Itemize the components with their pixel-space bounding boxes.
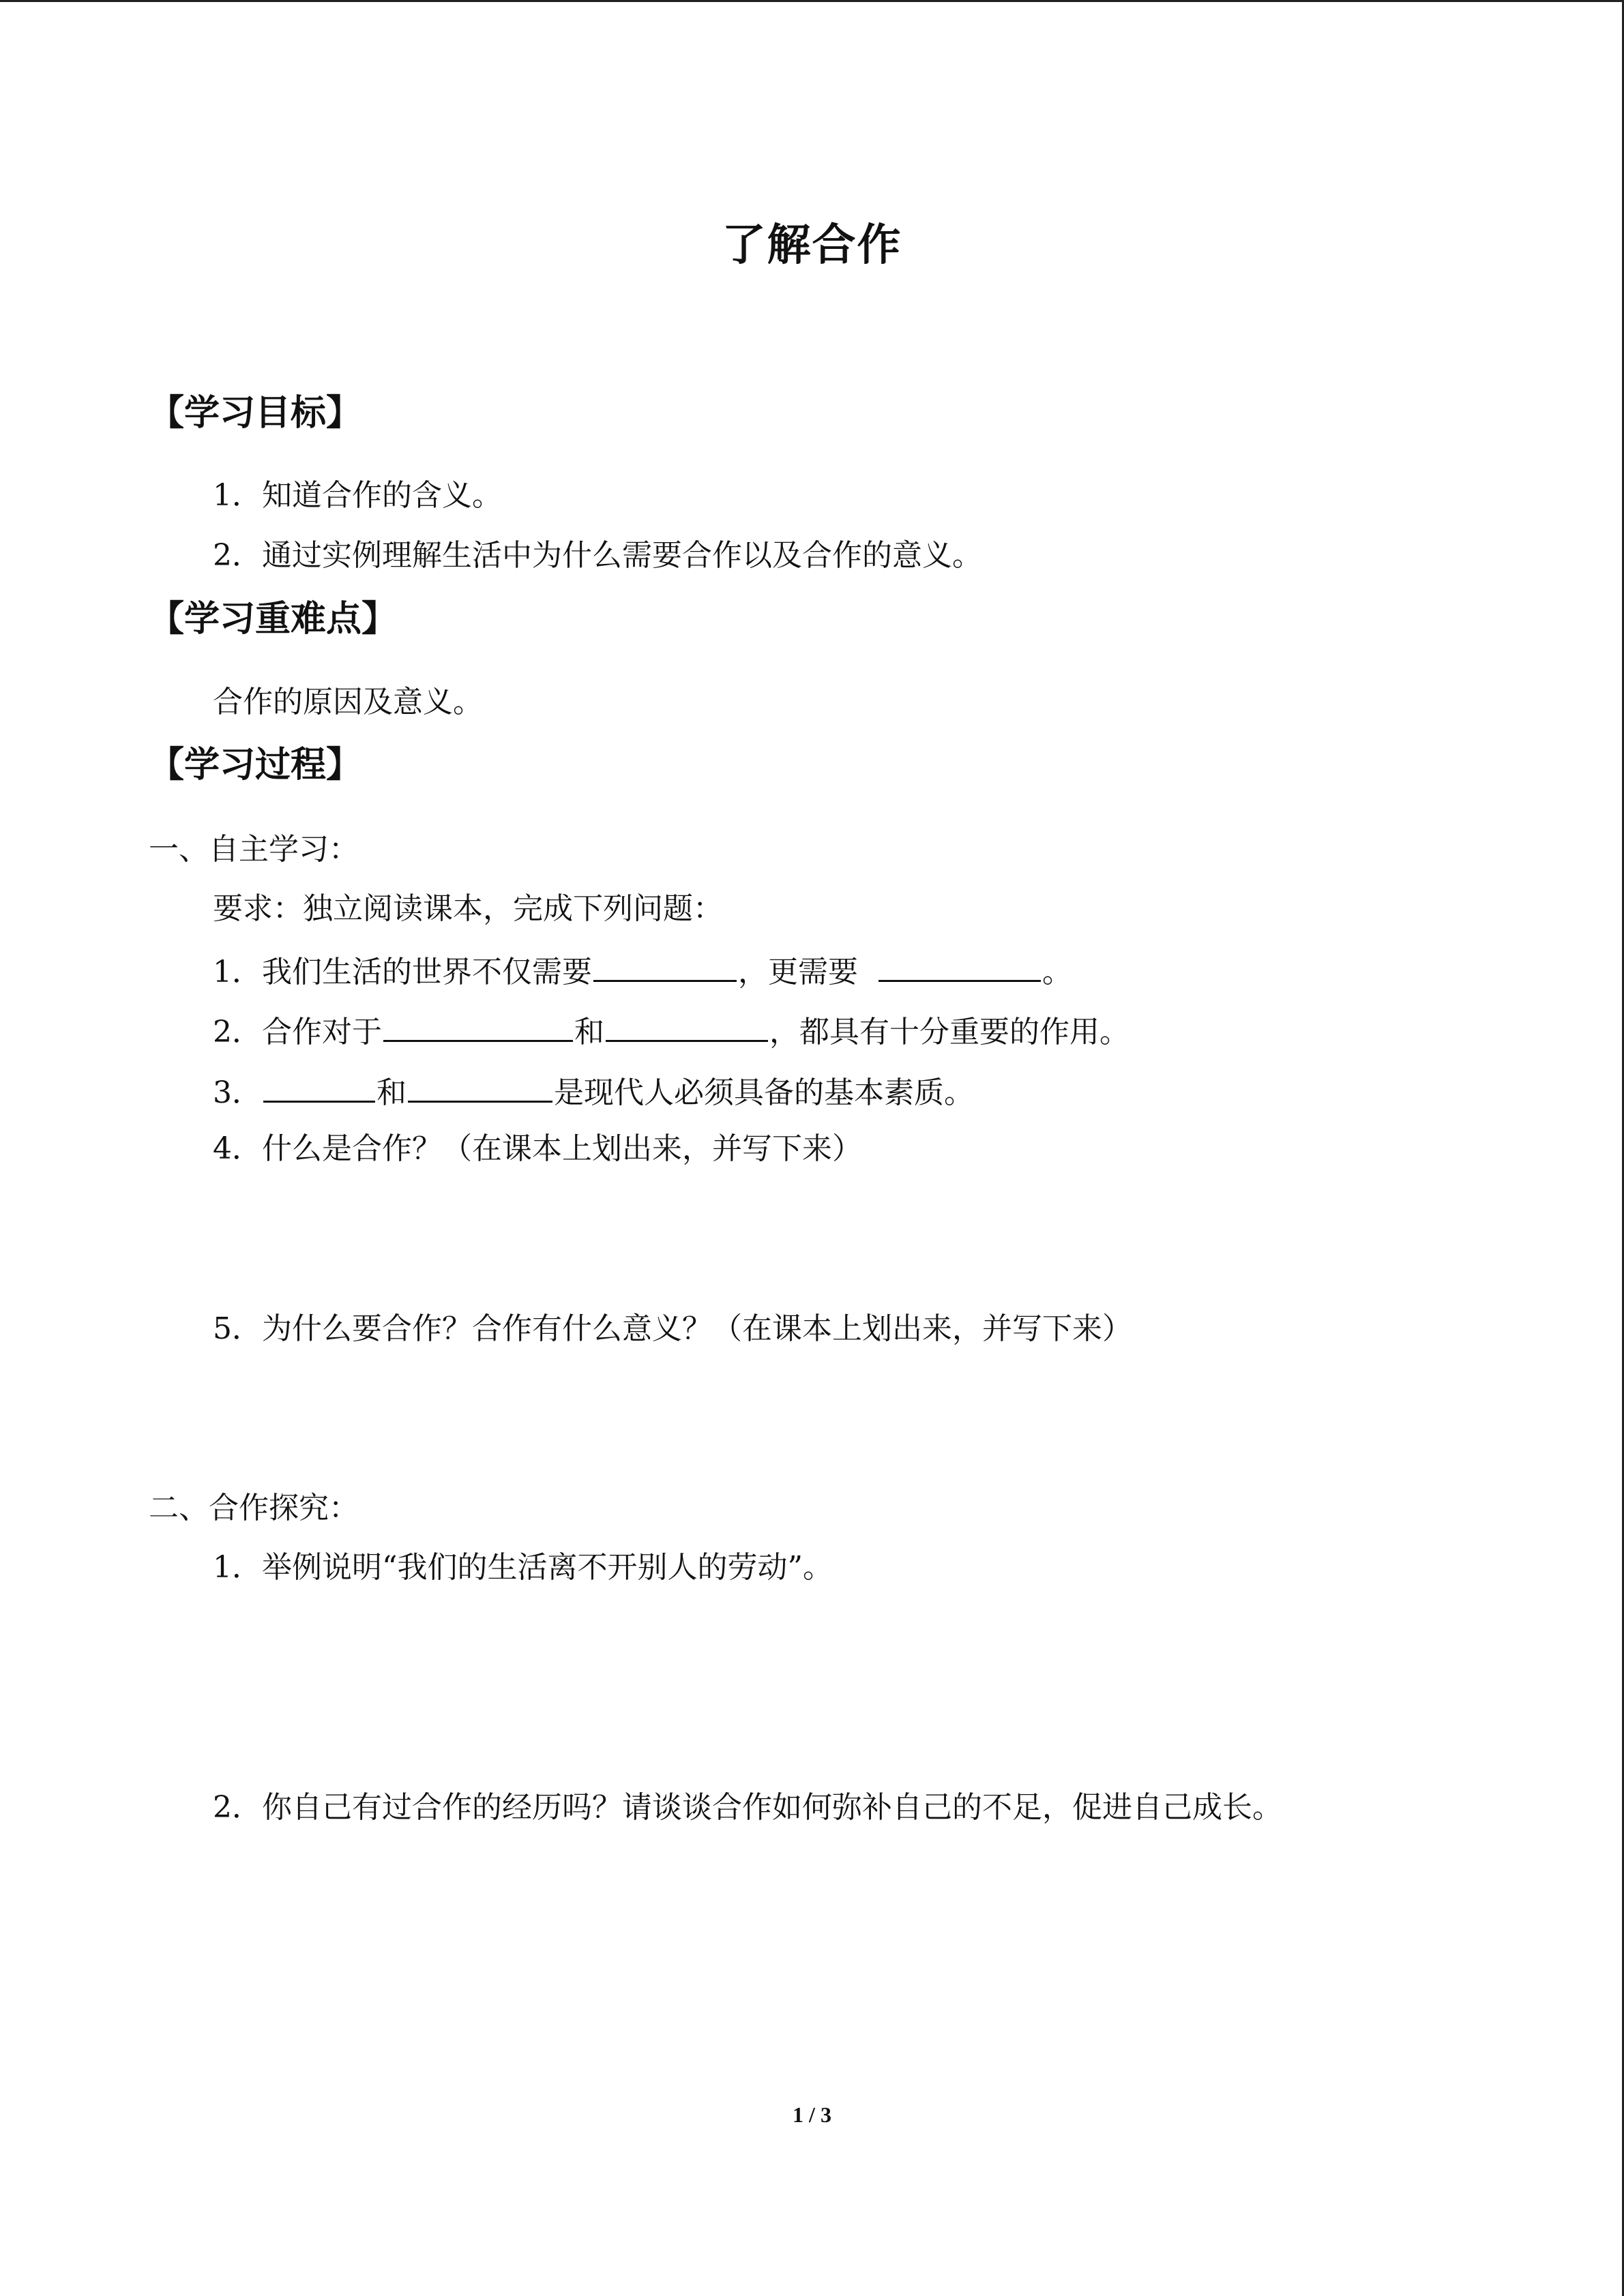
answer-blank-2b[interactable] [606, 1010, 768, 1042]
question-1-text-b: ，更需要 [738, 955, 858, 989]
answer-blank-3b[interactable] [408, 1071, 552, 1103]
question-4: 4．什么是合作？（在课本上划出来，并写下来） [213, 1131, 862, 1166]
part2-label: 二、合作探究： [149, 1491, 359, 1525]
process-heading: 【学习过程】 [149, 745, 362, 786]
key-points-heading: 【学习重难点】 [149, 599, 398, 640]
question-1-text-c: 。 [1042, 955, 1072, 989]
answer-blank-1b[interactable] [879, 950, 1041, 982]
question-1 [213, 950, 1072, 992]
question-1-text-a: 1．我们生活的世界不仅需要 [213, 955, 592, 989]
answer-blank-2a[interactable] [383, 1010, 573, 1042]
key-points-text: 合作的原因及意义。 [213, 685, 483, 719]
objective-item-1: 1．知道合作的含义。 [213, 478, 502, 513]
page-number: 1 / 3 [793, 2102, 831, 2127]
question-2-text-a: 2．合作对于 [213, 1015, 382, 1049]
top-border [0, 0, 1624, 2]
part2-question-1: 1．举例说明“我们的生活离不开别人的劳动”。 [213, 1550, 833, 1585]
question-3-text-c: 是现代人必须具备的基本素质。 [554, 1075, 974, 1110]
question-3 [213, 1071, 974, 1112]
objective-item-2: 2．通过实例理解生活中为什么需要合作以及合作的意义。 [213, 538, 982, 573]
part2-question-2: 2．你自己有过合作的经历吗？请谈谈合作如何弥补自己的不足，促进自己成长。 [213, 1790, 1282, 1825]
document-title: 了解合作 [722, 220, 902, 271]
question-3-text-b: 和 [377, 1075, 407, 1110]
question-2 [213, 1010, 1130, 1052]
part1-label: 一、自主学习： [149, 832, 359, 867]
answer-blank-1a[interactable] [593, 950, 737, 982]
answer-blank-3a[interactable] [263, 1071, 375, 1103]
question-3-text-a: 3． [213, 1075, 262, 1110]
objectives-heading: 【学习目标】 [149, 393, 362, 434]
question-5: 5．为什么要合作？合作有什么意义？（在课本上划出来，并写下来） [213, 1311, 1132, 1346]
part1-requirement: 要求：独立阅读课本，完成下列问题： [213, 891, 723, 926]
question-2-text-b: 和 [574, 1015, 604, 1049]
question-2-text-c: ，都具有十分重要的作用。 [769, 1015, 1130, 1049]
